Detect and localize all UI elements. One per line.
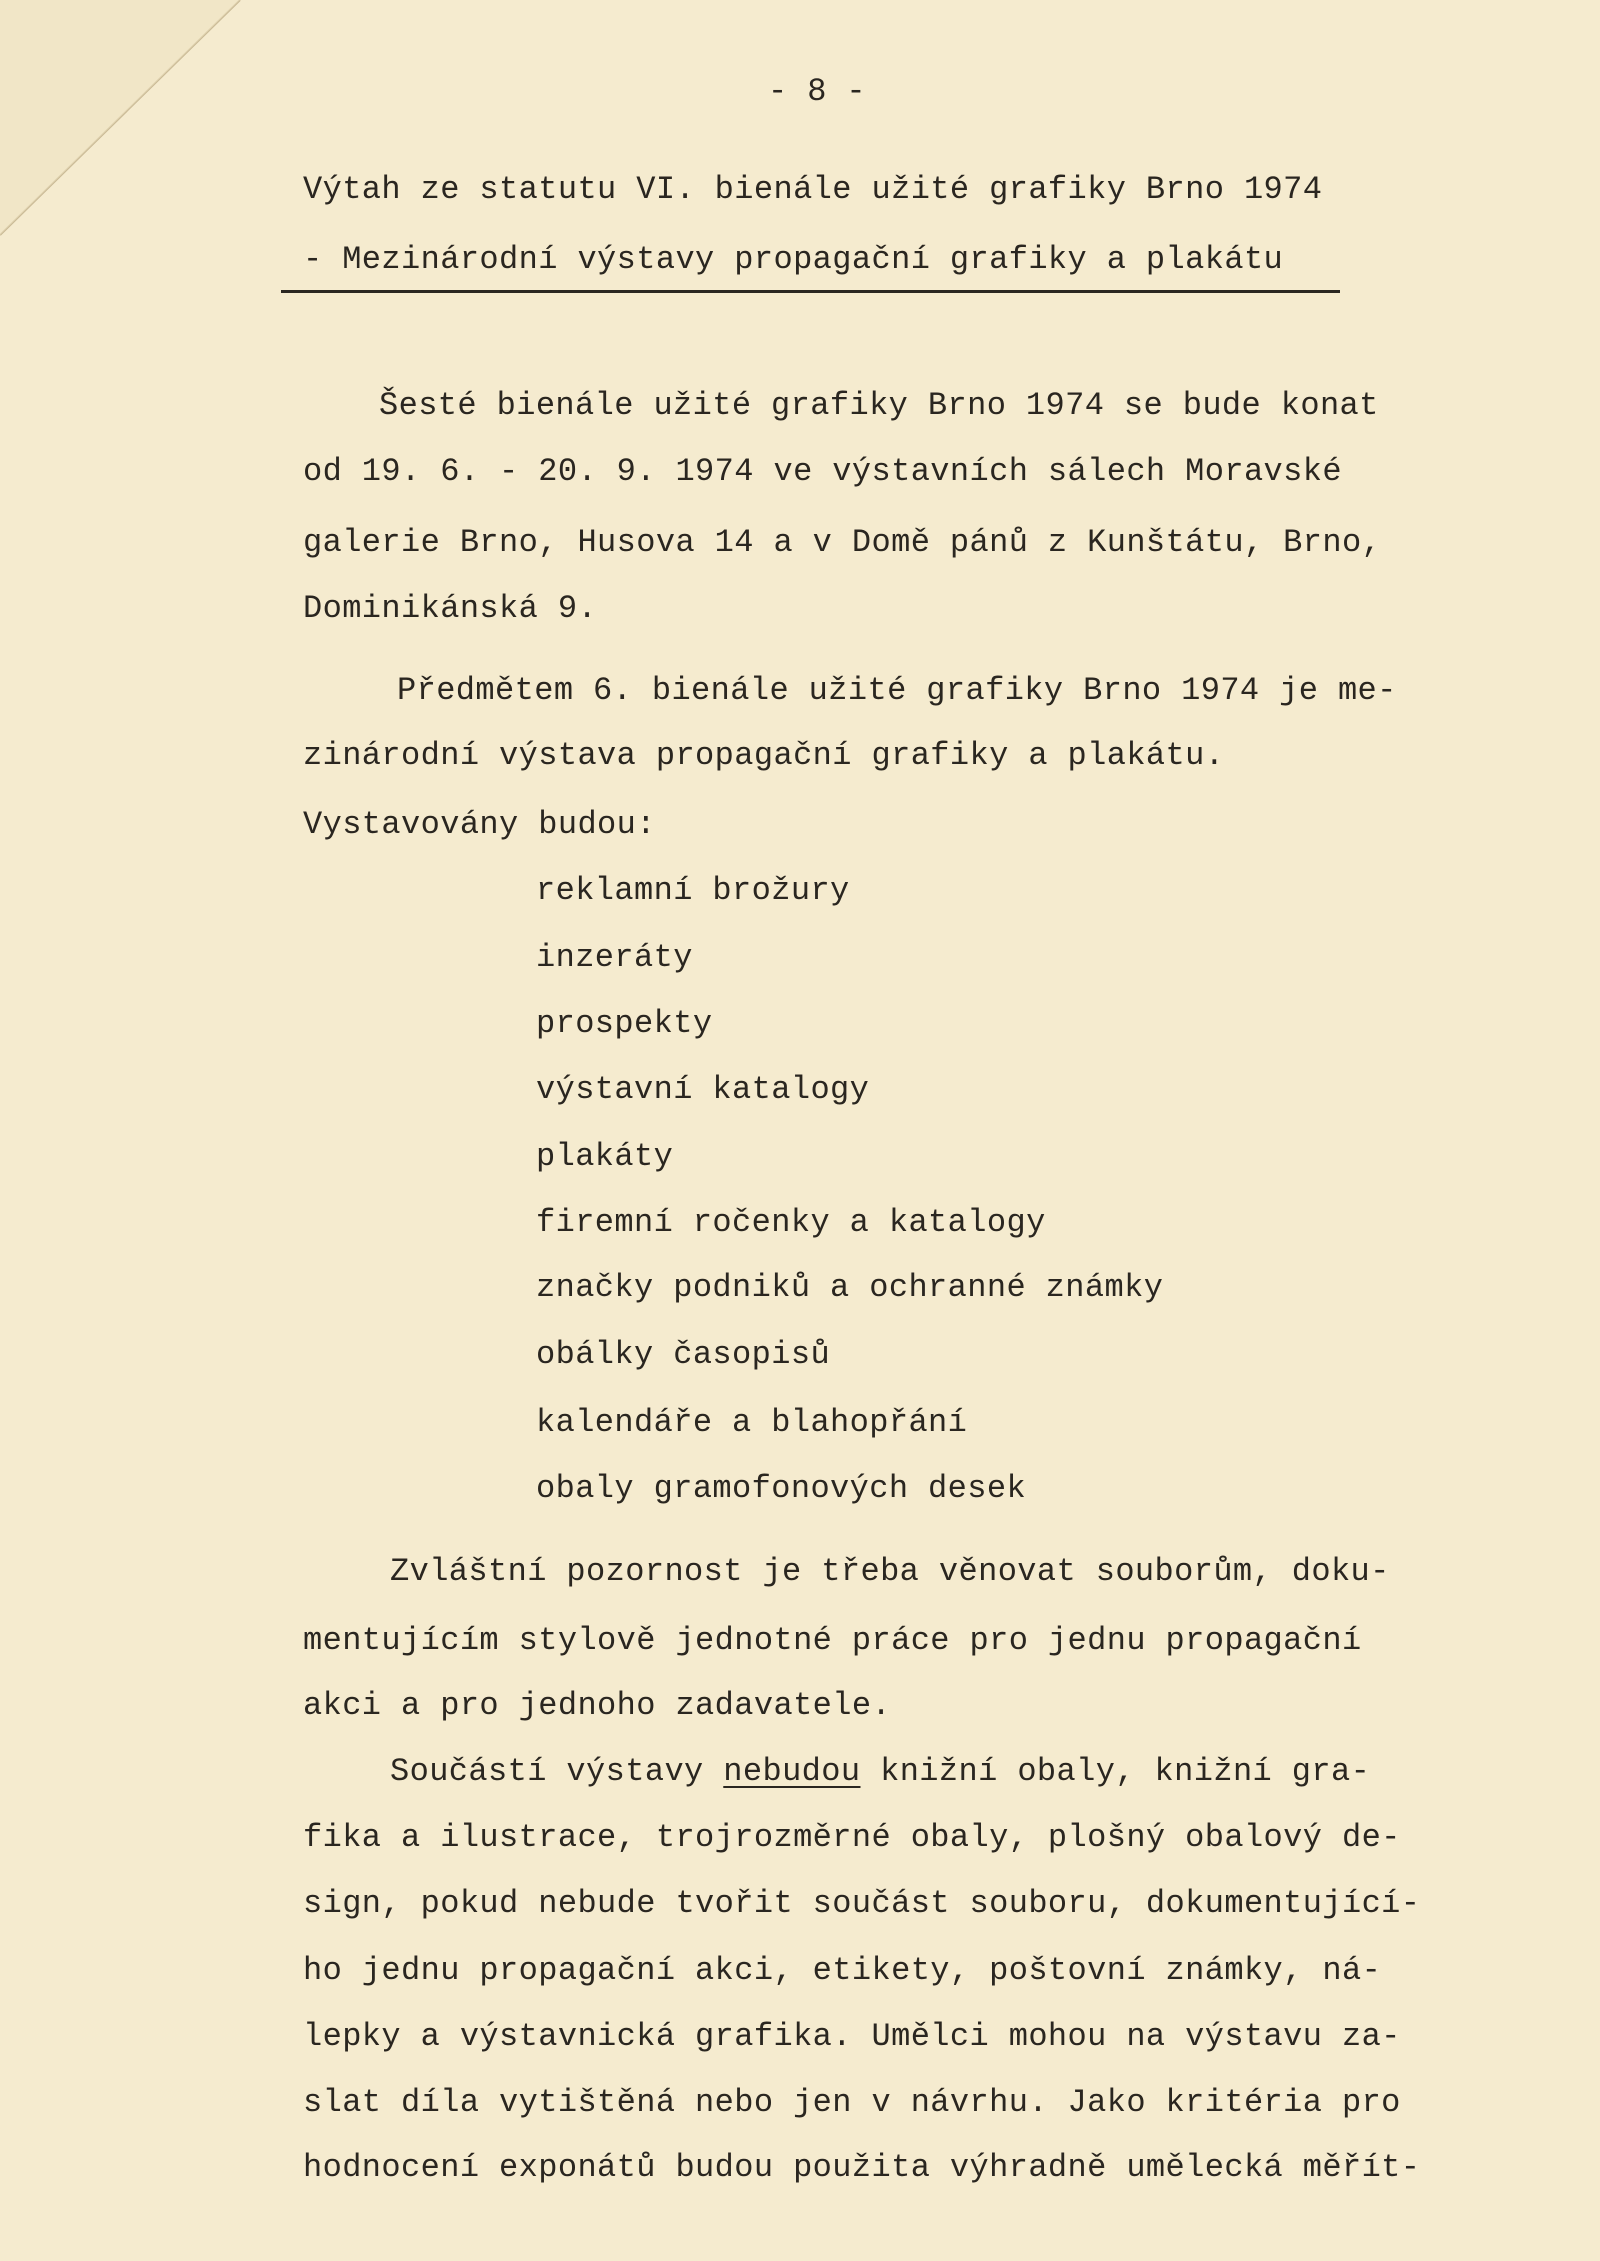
list-item: výstavní katalogy (536, 1071, 870, 1108)
list-item: inzeráty (536, 939, 693, 976)
underlined-word: nebudou (723, 1753, 861, 1790)
para4-line: ho jednu propagační akci, etikety, poštovní známky, ná- (303, 1952, 1382, 1989)
list-item: reklamní brožury (536, 872, 850, 909)
para3-line: mentujícím stylově jednotné práce pro jednu propagační (303, 1622, 1362, 1659)
para4-text: Součástí výstavy (390, 1753, 724, 1790)
para4-line: hodnocení exponátů budou použita výhradně umělecká měřít- (303, 2149, 1421, 2186)
para4-line: lepky a výstavnická grafika. Umělci mohou na výstavu za- (303, 2018, 1401, 2055)
list-item: obaly gramofonových desek (536, 1470, 1027, 1507)
para2-line: zinárodní výstava propagační grafiky a plakátu. (303, 737, 1225, 774)
para4-line (390, 1752, 1370, 1792)
para4-text: knižní obaly, knižní gra- (860, 1753, 1371, 1790)
para3-line: akci a pro jednoho zadavatele. (303, 1687, 892, 1724)
para1-line: Šesté bienále užité grafiky Brno 1974 se bude konat (379, 387, 1379, 424)
para3-line: Zvláštní pozornost je třeba věnovat souborům, doku- (390, 1553, 1390, 1590)
list-item: obálky časopisů (536, 1336, 831, 1373)
list-item: plakáty (536, 1138, 674, 1175)
page-corner-fold (0, 0, 260, 260)
para4-line: slat díla vytištěná nebo jen v návrhu. Jako kritéria pro (303, 2084, 1401, 2121)
para1-line: Dominikánská 9. (303, 590, 598, 627)
list-item: prospekty (536, 1005, 713, 1042)
heading-line-1: Výtah ze statutu VI. bienále užité grafiky Brno 1974 (303, 171, 1323, 208)
heading-line-2: - Mezinárodní výstavy propagační grafiky a plakátu (303, 241, 1284, 278)
para4-line: sign, pokud nebude tvořit součást souboru, dokumentující- (303, 1885, 1421, 1922)
para4-line: fika a ilustrace, trojrozměrné obaly, plošný obalový de- (303, 1819, 1401, 1856)
list-item: firemní ročenky a katalogy (536, 1204, 1046, 1241)
heading-rule (281, 290, 1340, 293)
list-item: značky podniků a ochranné známky (536, 1269, 1164, 1306)
page-number: - 8 - (768, 73, 867, 110)
para1-line: galerie Brno, Husova 14 a v Domě pánů z Kunštátu, Brno, (303, 524, 1382, 561)
para1-line: od 19. 6. - 20. 9. 1974 ve výstavních sálech Moravské (303, 453, 1342, 490)
para2-line: Předmětem 6. bienále užité grafiky Brno 1974 je me- (397, 672, 1397, 709)
list-item: kalendáře a blahopřání (536, 1404, 968, 1441)
para2-line: Vystavovány budou: (303, 806, 656, 843)
